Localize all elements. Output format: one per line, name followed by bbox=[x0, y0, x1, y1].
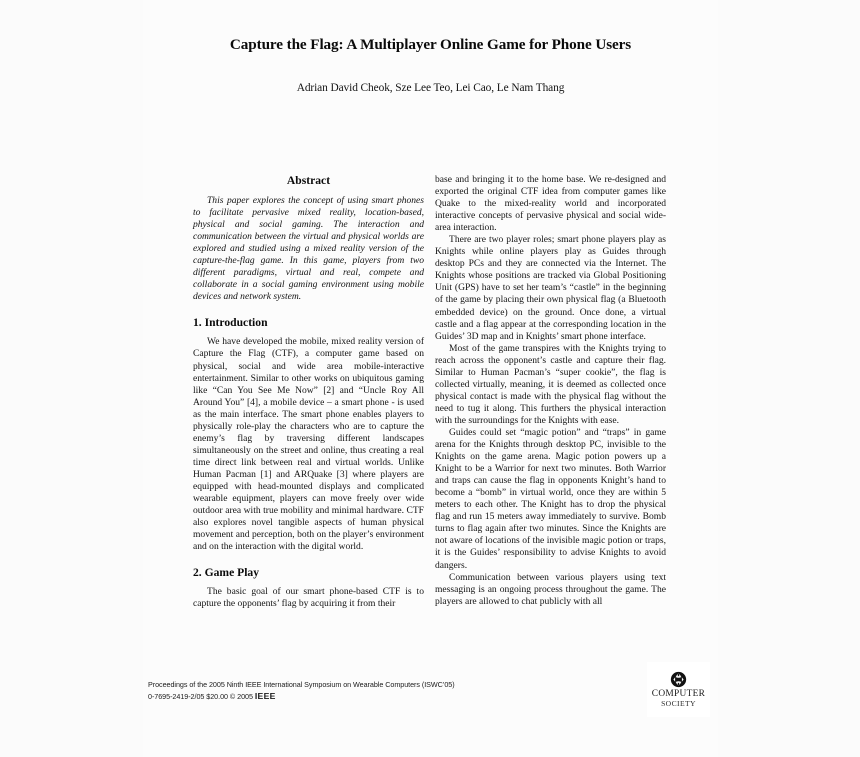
author-list: Adrian David Cheok, Sze Lee Teo, Lei Cao, Le Nam Thang bbox=[296, 82, 565, 94]
footer-isbn-text: 0-7695-2419-2/05 $20.00 © 2005 bbox=[148, 691, 255, 701]
section-heading-introduction: 1. Introduction bbox=[193, 316, 268, 330]
ieee-computer-society-logo bbox=[647, 662, 710, 717]
game-play-paragraph: The basic goal of our smart phone-based CTF is to capture the opponents’ flag by acquiring it from their bbox=[193, 586, 424, 610]
footer-proceedings-line: Proceedings of the 2005 Ninth IEEE International Symposium on Wearable Computers (ISWC’05) bbox=[148, 680, 455, 689]
abstract-paragraph: This paper explores the concept of using smart phones to facilitate pervasive mixed reality, location-based, physical and social gaming. The interaction and communication between the virtual and physical worlds are explored and studied using a mixed reality version of the capture-the-flag game. In this game, players from two different paradigms, virtual and real, compete and collaborate in a social gaming environment using mobile devices and network system. bbox=[193, 195, 424, 303]
right-paragraph-3: Most of the game transpires with the Knights trying to reach across the opponent’s castle and capture their flag. Similar to Human Pacman’s “super cookie”, the flag is collected virtually, meaning, it is deemed as collected once physical contact is made with the physical flag without the need to tug it along. This furthers the physical interaction with the surroundings for the Knights with ease. bbox=[435, 342, 666, 426]
abstract-heading: Abstract bbox=[286, 174, 331, 187]
left-column bbox=[193, 174, 424, 610]
footer-isbn-line bbox=[148, 691, 578, 703]
right-paragraph-5: Communication between various players using text messaging is an ongoing process throughout the game. The players are allowed to chat publicly with all bbox=[435, 571, 666, 607]
introduction-paragraph: We have developed the mobile, mixed reality version of Capture the Flag (CTF), a computer game based on physical, social and wide area mobile-interactive entertainment. Similar to other works on ubiquitous gaming like “Can You See Me Now” [2] and “Uncle Roy All Around You” [4], a mobile device – a smart phone - is used as the main interface. The smart phone enables players to physically role-play the characters who are to capture the enemy’s flag by traversing different landscapes simultaneously on the street and online, thus creating a real time direct link between real and virtual worlds. Unlike Human Pacman [1] and ARQuake [3] where players are equipped with head-mounted displays and complicated wearable equipment, players can move freely over wide outdoor area with true mobility and minimal hardware. CTF also explores novel tangible aspects of human physical movement and perception, both on the player’s environment and on the interaction with the digital world. bbox=[193, 336, 424, 553]
right-paragraph-2: There are two player roles; smart phone players play as Knights while online players play as Guides through desktop PCs and they are connected via the Internet. The Knights whose positions are tracked via Global Positioning Unit (GPS) have to set her team’s “castle” in the beginning of the game by placing their own physical flag (a Bluetooth embedded device) on the ground. Once done, a virtual castle and a flag appear at the corresponding location in the Guides’ 3D map and in Knights’ smart phone interface. bbox=[435, 234, 666, 342]
right-column bbox=[435, 174, 666, 608]
logo-text-society: SOCIETY bbox=[661, 698, 696, 708]
right-paragraph-1: base and bringing it to the home base. We re-designed and exported the original CTF idea from computer games like Quake to the mixed-reality world and incorporated interactive concepts of pervasive physical and social wide-area interaction. bbox=[435, 174, 666, 234]
page-title: Capture the Flag: A Multiplayer Online Game for Phone Users bbox=[229, 36, 632, 53]
footer-ieee-wordmark: IEEE bbox=[254, 690, 276, 701]
section-heading-game-play: 2. Game Play bbox=[193, 566, 260, 580]
right-paragraph-4: Guides could set “magic potion” and “traps” in game arena for the Knights through desktop PC, invisible to the Knights on the game arena. Magic potion powers up a Knight to be a Warrior for next two minutes. Both Warrior and traps can cause the flag in opponents Knight’s hand to become a “bomb” in virtual world, once they are within 5 meters to each other. The Knight has to drop the physical flag and run 15 meters away immediately to survive. Bomb turns to flag again after two minutes. Since the Knights are not aware of locations of the invisible magic potion or traps, it is the Guides’ responsibility to advise Knights to avoid dangers. bbox=[435, 426, 666, 571]
ieee-diamond-emblem-icon bbox=[670, 671, 687, 688]
logo-text-computer: COMPUTER bbox=[651, 688, 706, 699]
footer-copyright-block bbox=[148, 679, 578, 702]
two-column-body bbox=[143, 174, 718, 634]
